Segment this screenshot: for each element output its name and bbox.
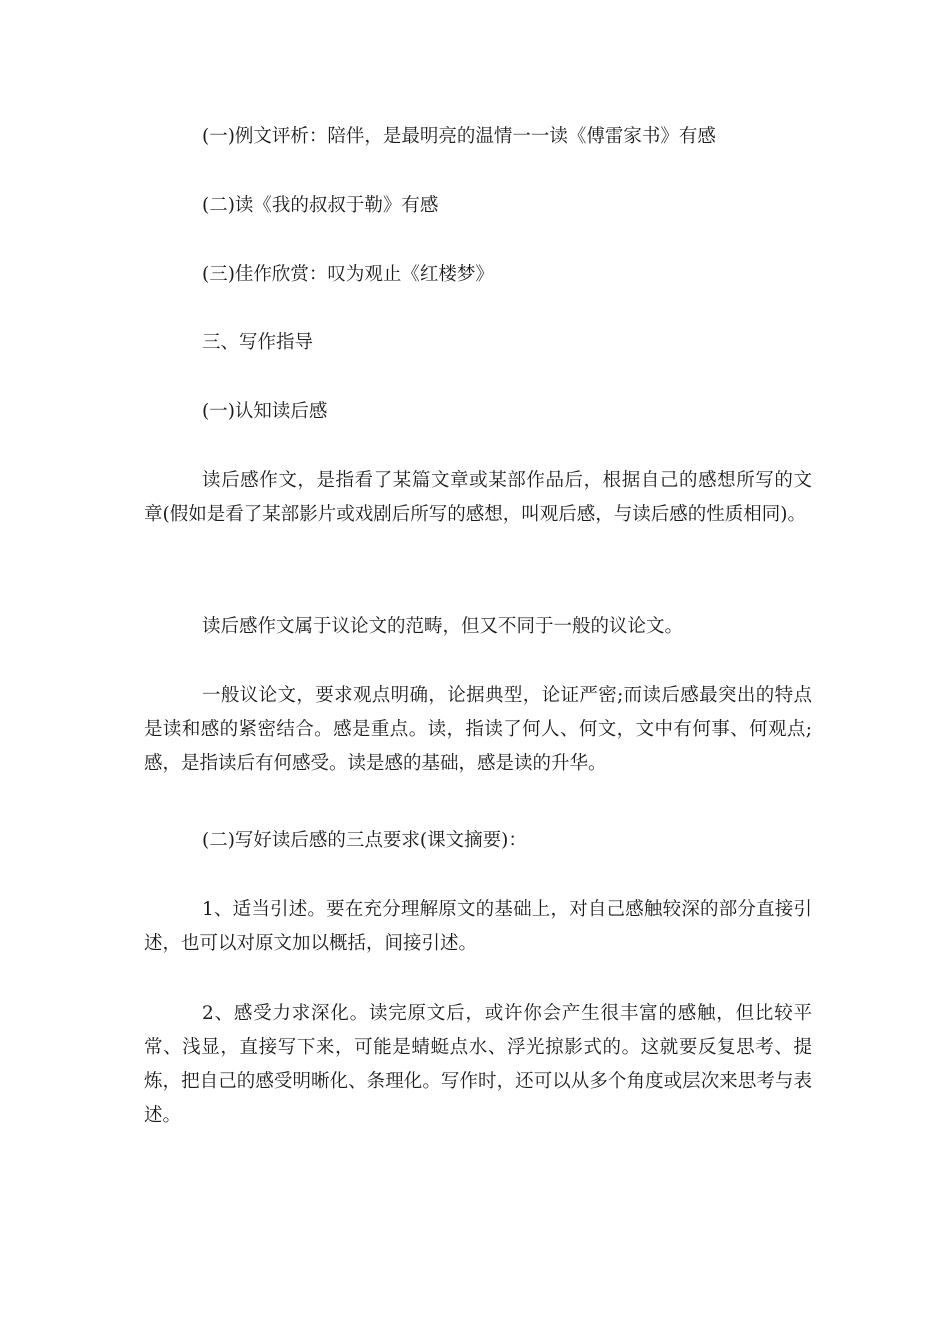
paragraph-genre: 读后感作文属于议论文的范畴，但又不同于一般的议论文。 — [202, 616, 684, 637]
paragraph-uncle-jules: (二)读《我的叔叔于勒》有感 — [202, 195, 439, 216]
subheading-three-requirements: (二)写好读后感的三点要求(课文摘要)： — [202, 830, 527, 851]
subheading-understanding: (一)认知读后感 — [202, 401, 328, 422]
list-item-quoting: 1、适当引述。要在充分理解原文的基础上，对自己感触较深的部分直接引述，也可以对原文加以概括，间接引述。 — [144, 899, 812, 954]
list-item-deepen-feelings: 2、感受力求深化。读完原文后，或许你会产生很丰富的感触，但比较平常、浅显，直接写下来，可能是蜻蜓点水、浮光掠影式的。这就要反复思考、提炼，把自己的感受明晰化、条理化。写作时，还可以从多个角度或层次来思考与表述。 — [144, 1003, 812, 1126]
paragraph-characteristics: 一般议论文，要求观点明确，论据典型，论证严密;而读后感最突出的特点是读和感的紧密结合。感是重点。读，指读了何人、何文，文中有何事、何观点;感，是指读后有何感受。读是感的基础，感是读的升华。 — [144, 685, 812, 774]
paragraph-example-review: (一)例文评析：陪伴，是最明亮的温情一一读《傅雷家书》有感 — [202, 126, 716, 147]
section-heading-writing-guide: 三、写作指导 — [202, 332, 314, 353]
paragraph-red-mansions: (三)佳作欣赏：叹为观止《红楼梦》 — [202, 264, 494, 285]
paragraph-definition: 读后感作文，是指看了某篇文章或某部作品后，根据自己的感想所写的文章(假如是看了某部影片或戏剧后所写的感想，叫观后感，与读后感的性质相同)。 — [144, 470, 812, 525]
